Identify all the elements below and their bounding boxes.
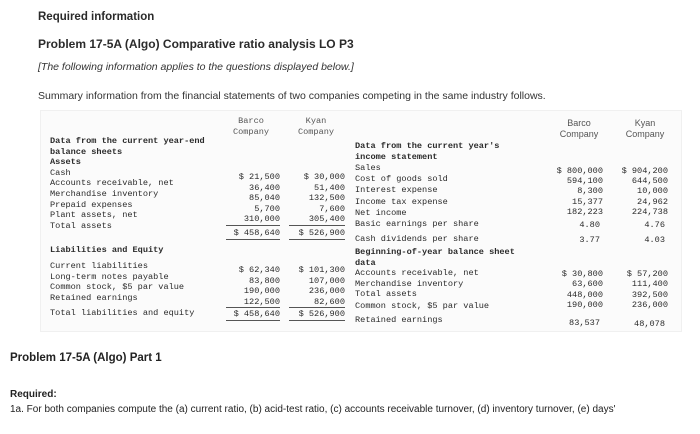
kyan-beginning-value: 392,500	[631, 289, 668, 300]
barco-eps: 4.80	[579, 220, 600, 230]
rule	[226, 239, 280, 240]
kyan-income-value: 24,962	[637, 196, 668, 207]
barco-asset-value: 5,700	[254, 203, 280, 214]
required-label: Required:	[10, 389, 57, 400]
kyan-beginning-value: $ 57,200	[626, 269, 668, 279]
barco-income-value: 8,300	[577, 186, 603, 197]
kyan-beginning-value: 111,400	[631, 279, 668, 290]
liab-labels	[50, 261, 184, 303]
col-header-barco-left: Barco Company	[232, 116, 270, 137]
kyan-liab-value: 107,000	[308, 275, 345, 286]
asset-label: Merchandise inventory	[50, 188, 159, 199]
barco-income-value: 182,223	[566, 206, 603, 217]
barco-total-liab: $ 458,640	[233, 309, 280, 319]
barco-beginning-value: 63,600	[572, 279, 603, 290]
kyan-asset-value: 305,400	[308, 214, 345, 225]
barco-income-value: 15,377	[572, 196, 603, 207]
barco-asset-value: 310,000	[243, 214, 280, 225]
beginning-label: Retained earnings	[355, 315, 443, 325]
col-header-barco-right: Barco Company	[559, 118, 599, 139]
kyan-income-value: 644,500	[631, 176, 668, 187]
barco-liab-values	[220, 265, 280, 307]
problem-title: Problem 17-5A (Algo) Comparative ratio analysis LO P3	[38, 37, 354, 51]
kyan-income-value: 224,738	[631, 206, 668, 217]
col-header-kyan-right: Kyan Company	[625, 118, 665, 139]
barco-asset-value: 36,400	[249, 182, 280, 193]
asset-labels	[50, 168, 174, 232]
barco-asset-values	[220, 172, 280, 225]
kyan-asset-value: $ 30,000	[303, 172, 345, 182]
rule	[289, 307, 345, 308]
kyan-beginning-values	[610, 269, 668, 310]
problem-note: [The following information applies to the questions displayed below.]	[38, 61, 354, 73]
kyan-asset-value: 51,400	[314, 182, 345, 193]
rule	[289, 239, 345, 240]
total-liab-label: Total liabilities and equity	[50, 308, 195, 318]
rule	[289, 320, 345, 321]
rule	[226, 307, 280, 308]
income-label: Net income	[355, 207, 407, 218]
barco-asset-value: 85,040	[249, 193, 280, 204]
barco-beginning-value: 190,000	[566, 299, 603, 310]
kyan-dividends: 4.03	[644, 235, 665, 245]
beginning-balance-heading: Beginning-of-year balance sheet data	[355, 247, 515, 268]
rule	[289, 225, 345, 226]
kyan-beginning-retained: 48,078	[634, 319, 665, 329]
liab-label: Common stock, $5 par value	[50, 282, 185, 293]
liab-label: Retained earnings	[50, 292, 138, 303]
liab-label: Long-term notes payable	[50, 271, 169, 282]
income-label: Basic earnings per share	[355, 219, 479, 229]
col-header-kyan-left: Kyan Company	[297, 116, 335, 137]
kyan-income-value: $ 904,200	[621, 166, 668, 176]
asset-label: Accounts receivable, net	[50, 178, 174, 189]
kyan-asset-value: 7,600	[319, 203, 345, 214]
barco-beginning-values	[545, 269, 603, 310]
kyan-beginning-value: 236,000	[631, 299, 668, 310]
part-title: Problem 17-5A (Algo) Part 1	[10, 352, 162, 364]
barco-income-values	[545, 166, 603, 217]
kyan-total-assets: $ 526,900	[298, 228, 345, 238]
page-title: Required information	[38, 11, 155, 23]
beginning-label: Total assets	[355, 289, 417, 300]
barco-beginning-value: 448,000	[566, 289, 603, 300]
kyan-liab-value: 82,600	[314, 296, 345, 307]
asset-label: Prepaid expenses	[50, 199, 133, 210]
barco-beginning-value: $ 30,800	[561, 269, 603, 279]
beginning-label: Accounts receivable, net	[355, 268, 479, 278]
rule	[226, 320, 280, 321]
balance-sheet-heading: Data from the current year-end balance sheets Assets	[50, 136, 205, 168]
liab-label: Current liabilities	[50, 261, 148, 271]
kyan-liab-values	[285, 265, 345, 307]
barco-liab-value: 190,000	[243, 286, 280, 297]
income-label: Cash dividends per share	[355, 234, 479, 244]
kyan-income-values	[610, 166, 668, 217]
kyan-eps: 4.76	[644, 220, 665, 230]
barco-income-value: 594,100	[566, 176, 603, 187]
asset-label: Plant assets, net	[50, 210, 138, 221]
beginning-labels	[355, 268, 479, 300]
liab-equity-heading: Liabilities and Equity	[50, 245, 164, 255]
total-assets-label: Total assets	[50, 220, 112, 231]
income-label: Interest expense	[355, 185, 438, 196]
barco-liab-value: $ 62,340	[238, 265, 280, 275]
required-text: 1a. For both companies compute the (a) current ratio, (b) acid-test ratio, (c) accounts receivable turnover, (d) inventory turnover, (e) days'	[10, 404, 616, 415]
income-label: Income tax expense	[355, 196, 448, 207]
barco-beginning-retained: 83,537	[569, 318, 600, 328]
rule	[226, 225, 280, 226]
barco-income-value: $ 800,000	[556, 166, 603, 176]
income-label: Cost of goods sold	[355, 174, 448, 185]
kyan-asset-value: 132,500	[308, 193, 345, 204]
income-labels	[355, 163, 448, 219]
kyan-liab-value: 236,000	[308, 286, 345, 297]
barco-total-assets: $ 458,640	[233, 228, 280, 238]
kyan-total-liab: $ 526,900	[298, 309, 345, 319]
income-label: Sales	[355, 163, 381, 173]
asset-label: Cash	[50, 167, 71, 178]
kyan-liab-value: $ 101,300	[298, 265, 345, 275]
barco-liab-value: 122,500	[243, 296, 280, 307]
income-statement-heading: Data from the current year's income statement	[355, 141, 500, 162]
barco-liab-value: 83,800	[249, 275, 280, 286]
beginning-label: Common stock, $5 par value	[355, 301, 490, 311]
summary-text: Summary information from the financial statements of two companies competing in the same industry follows.	[38, 90, 546, 102]
barco-asset-value: $ 21,500	[238, 172, 280, 182]
kyan-asset-values	[285, 172, 345, 225]
kyan-income-value: 10,000	[637, 186, 668, 197]
beginning-label: Merchandise inventory	[355, 278, 464, 289]
barco-dividends: 3.77	[579, 235, 600, 245]
